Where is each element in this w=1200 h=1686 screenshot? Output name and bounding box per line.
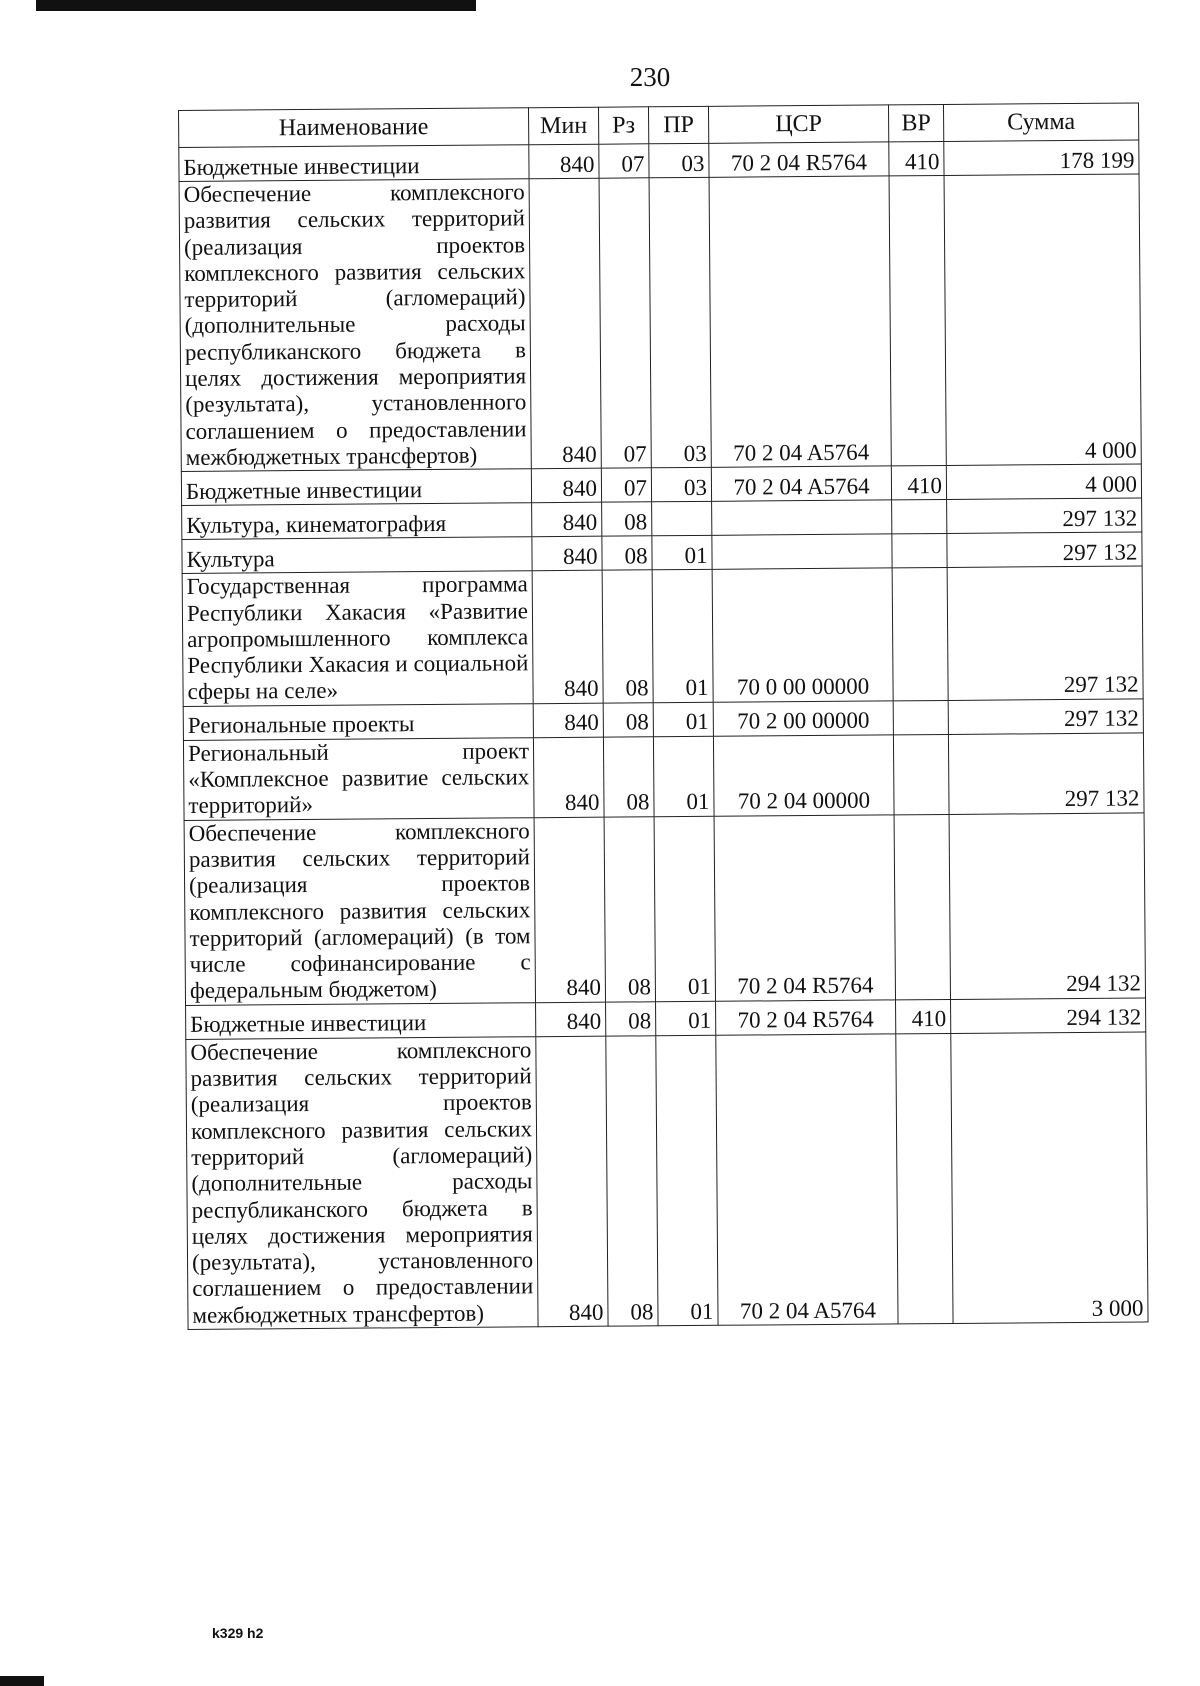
row-name: Государственная программа Республики Хакасия «Развитие агропромышленного комплекса Республики Хакасия и социальной сферы на селе»	[182, 571, 533, 706]
footer-code: k329 h2	[212, 1625, 264, 1641]
row-sum: 294 132	[951, 998, 1146, 1034]
row-csr	[712, 500, 892, 535]
row-min: 840	[531, 468, 601, 503]
row-min: 840	[532, 570, 603, 703]
row-rz: 08	[602, 502, 652, 536]
row-pr: 03	[651, 468, 711, 502]
row-pr: 01	[656, 1035, 718, 1326]
row-min: 840	[532, 536, 602, 571]
row-sum: 297 132	[948, 699, 1143, 735]
row-csr: 70 2 04 A5764	[709, 176, 891, 468]
row-name: Региональные проекты	[183, 703, 533, 740]
row-rz: 07	[599, 178, 651, 469]
row-rz: 07	[599, 144, 649, 178]
row-pr: 01	[654, 816, 715, 1002]
row-csr	[712, 534, 892, 569]
row-min: 840	[529, 144, 599, 179]
table-row	[179, 174, 1141, 472]
row-vr	[893, 700, 948, 734]
table-row	[184, 813, 1145, 1006]
row-sum: 294 132	[949, 813, 1145, 1000]
row-rz: 08	[606, 1001, 656, 1035]
budget-table	[178, 102, 1149, 1329]
row-vr: 410	[891, 466, 946, 500]
row-vr	[893, 734, 949, 814]
row-rz: 07	[601, 468, 651, 502]
row-sum: 297 132	[947, 566, 1143, 700]
row-min: 840	[534, 817, 605, 1003]
row-vr	[889, 175, 946, 466]
row-pr: 03	[649, 143, 709, 177]
header-pr: ПР	[648, 106, 708, 143]
row-sum: 297 132	[947, 498, 1142, 534]
row-name: Культура, кинематография	[182, 503, 532, 540]
row-csr: 70 0 00 00000	[712, 568, 893, 702]
row-sum: 4 000	[946, 464, 1141, 500]
row-name: Бюджетные инвестиции	[181, 469, 531, 506]
row-vr: 410	[889, 141, 944, 175]
row-min: 840	[533, 703, 603, 738]
row-name: Обеспечение комплексного развития сельских территорий (реализация проектов комплексного развития сельских территорий (агломераций) (дополнительные расходы республиканского бюджета в целях достижения мероприятия (результата), установленного соглашением о предоставлении межбюджетных трансфертов)	[186, 1036, 538, 1329]
scan-edge-bottom	[0, 1676, 44, 1686]
row-csr: 70 2 04 R5764	[709, 142, 889, 177]
row-min: 840	[533, 737, 604, 817]
row-csr: 70 2 04 A5764	[711, 466, 891, 501]
row-min: 840	[529, 178, 601, 469]
row-csr: 70 2 04 A5764	[716, 1034, 898, 1326]
row-rz: 08	[604, 816, 655, 1001]
row-min: 840	[536, 1036, 608, 1327]
row-name: Обеспечение комплексного развития сельских территорий (реализация проектов комплексного развития сельских территорий (агломераций) (дополнительные расходы республиканского бюджета в целях достижения мероприятия (результата), установленного соглашением о предоставлении межбюджетных трансфертов)	[179, 179, 531, 472]
row-pr: 01	[652, 536, 712, 570]
row-vr	[894, 814, 950, 1000]
row-name: Региональный проект «Комплексное развитие сельских территорий»	[183, 737, 534, 820]
row-vr	[892, 500, 947, 534]
header-vr: ВР	[888, 104, 943, 141]
row-name: Бюджетные инвестиции	[179, 145, 529, 182]
row-csr: 70 2 04 R5764	[714, 815, 895, 1001]
row-name: Культура	[182, 537, 532, 574]
row-rz: 08	[603, 703, 653, 737]
scan-edge-top	[36, 0, 476, 11]
row-min: 840	[536, 1002, 606, 1037]
table-row	[186, 1032, 1148, 1330]
row-min: 840	[532, 502, 602, 537]
row-sum: 4 000	[944, 174, 1141, 466]
row-vr: 410	[896, 999, 951, 1033]
row-rz: 08	[602, 536, 652, 570]
row-name: Бюджетные инвестиции	[186, 1002, 536, 1039]
row-rz: 08	[602, 570, 653, 703]
row-pr: 01	[652, 570, 713, 703]
row-vr	[892, 568, 948, 701]
row-name: Обеспечение комплексного развития сельских территорий (реализация проектов комплексного развития сельских территорий (агломераций) (в том числе софинансирование с федеральным бюджетом)	[184, 817, 535, 1005]
header-name: Наименование	[179, 108, 529, 148]
row-pr: 01	[653, 736, 714, 816]
row-vr	[892, 534, 947, 568]
row-pr: 03	[649, 177, 711, 468]
row-pr: 01	[656, 1001, 716, 1035]
row-rz: 08	[603, 737, 654, 817]
row-csr: 70 2 04 00000	[713, 735, 894, 816]
header-rz: Рз	[598, 107, 648, 144]
row-rz: 08	[606, 1035, 658, 1326]
header-sum: Сумма	[943, 103, 1138, 142]
row-vr	[896, 1033, 953, 1324]
row-sum: 178 199	[944, 140, 1139, 176]
row-sum: 3 000	[951, 1032, 1148, 1324]
page-number: 230	[629, 62, 671, 92]
row-pr	[652, 502, 712, 536]
row-pr: 01	[653, 702, 713, 736]
table-row	[182, 566, 1143, 706]
row-sum: 297 132	[947, 532, 1142, 568]
table-row	[183, 733, 1144, 820]
budget-table-wrapper	[178, 102, 1148, 1329]
header-min: Мин	[528, 107, 598, 145]
row-csr: 70 2 00 00000	[713, 701, 893, 736]
row-csr: 70 2 04 R5764	[716, 1000, 896, 1035]
row-sum: 297 132	[948, 733, 1144, 814]
header-csr: ЦСР	[708, 105, 888, 143]
